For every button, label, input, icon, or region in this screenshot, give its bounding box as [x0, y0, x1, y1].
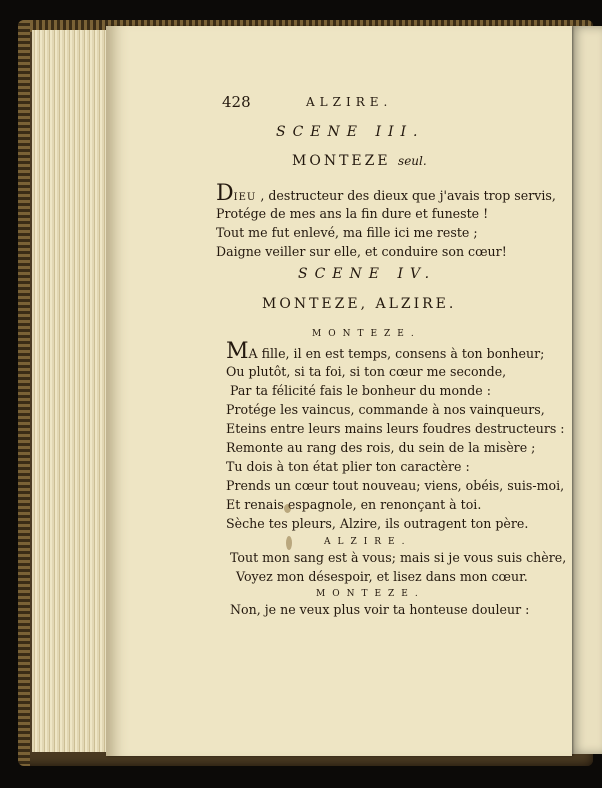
verse-line: Protége les vaincus, commande à nos vainqueurs, — [226, 402, 545, 417]
verse-line: Ou plutôt, si ta foi, si ton cœur me seconde, — [226, 364, 507, 379]
speaker-name: MONTEZE. — [312, 329, 421, 339]
speaker-name: ALZIRE. — [324, 537, 412, 547]
scene-3-heading: SCENE III. — [276, 124, 425, 140]
drop-cap: D — [216, 181, 234, 206]
running-title: ALZIRE. — [306, 95, 393, 109]
verse-line: Voyez mon désespoir, et lisez dans mon cœur. — [236, 569, 528, 584]
verse-line: Non, je ne veux plus voir ta honteuse douleur : — [230, 602, 530, 617]
verse-line: Sèche tes pleurs, Alzire, ils outragent ton père. — [226, 516, 529, 531]
verse-line: Protége de mes ans la fin dure et funeste ! — [216, 206, 489, 221]
verse-line: Remonte au rang des rois, du sein de la misère ; — [226, 440, 536, 455]
page-number: 428 — [222, 93, 251, 111]
speaker-name: MONTEZE. — [316, 589, 425, 599]
ink-blot — [284, 504, 291, 513]
running-header — [106, 93, 572, 113]
scene-3-character: MONTEZE seul. — [292, 153, 427, 169]
verse-line: Tout mon sang est à vous; mais si je vous suis chère, — [230, 550, 567, 565]
verse-line: Tout me fut enlevé, ma fille ici me reste ; — [216, 225, 478, 240]
verse-line: Daigne veiller sur elle, et conduire son cœur! — [216, 244, 507, 259]
book-page — [106, 26, 572, 756]
scene-4-heading: SCENE IV. — [298, 266, 437, 282]
facing-page-edge — [570, 26, 602, 754]
ink-blot — [286, 536, 292, 550]
verse-line: MA fille, il en est temps, consens à ton bonheur; — [226, 339, 545, 364]
verse-line: Tu dois à ton état plier ton caractère : — [226, 459, 470, 474]
stage-direction: seul. — [398, 154, 427, 168]
scene-4-characters: MONTEZE, ALZIRE. — [262, 296, 457, 312]
verse-line: Prends un cœur tout nouveau; viens, obéis, suis-moi, — [226, 478, 565, 493]
verse-line: Et renais espagnole, en renonçant à toi. — [226, 497, 482, 512]
drop-cap: M — [226, 339, 249, 364]
page-stack-edges — [32, 30, 112, 752]
verse-line: Par ta félicité fais le bonheur du monde : — [230, 383, 491, 398]
verse-line: DIEU , destructeur des dieux que j'avais trop servis, — [216, 181, 556, 206]
verse-line: Eteins entre leurs mains leurs foudres destructeurs : — [226, 421, 565, 436]
